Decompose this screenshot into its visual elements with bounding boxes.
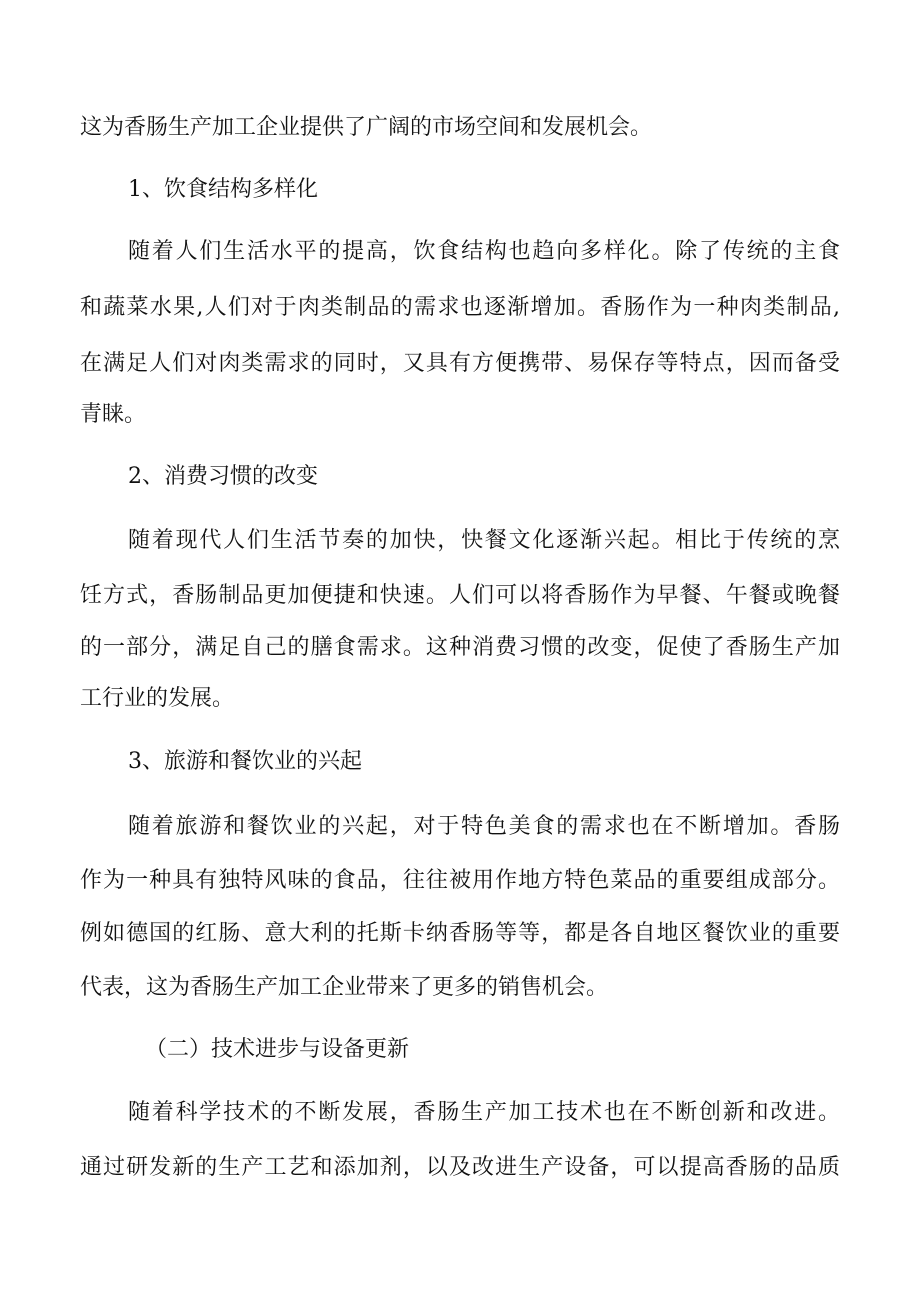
paragraph-line: 作为一种具有独特风味的食品，往往被用作地方特色菜品的重要组成部分。	[80, 868, 840, 893]
paragraph-line: 在满足人们对肉类需求的同时，又具有方便携带、易保存等特点，因而备受	[80, 351, 840, 376]
paragraph-line: 工行业的发展。	[80, 686, 235, 711]
paragraph-line: 随着旅游和餐饮业的兴起，对于特色美食的需求也在不断增加。香肠	[128, 814, 840, 839]
paragraph-continuation-line: 这为香肠生产加工企业提供了广阔的市场空间和发展机会。	[80, 115, 653, 140]
paragraph-line: 随着人们生活水平的提高，饮食结构也趋向多样化。除了传统的主食	[128, 239, 840, 264]
paragraph-line: 的一部分，满足自己的膳食需求。这种消费习惯的改变，促使了香肠生产加	[80, 635, 840, 660]
paragraph-line: 随着科学技术的不断发展，香肠生产加工技术也在不断创新和改进。	[128, 1100, 840, 1125]
section-heading-diet-diversification: 1、饮食结构多样化	[128, 177, 318, 202]
paragraph-line: 和蔬菜水果,人们对于肉类制品的需求也逐渐增加。香肠作为一种肉类制品,	[80, 295, 840, 320]
paragraph-line: 通过研发新的生产工艺和添加剂，以及改进生产设备，可以提高香肠的品质	[80, 1155, 840, 1180]
paragraph-line: 青睐。	[80, 402, 147, 427]
section-heading-consumption-habits: 2、消费习惯的改变	[128, 464, 318, 489]
paragraph-line: 饪方式，香肠制品更加便捷和快速。人们可以将香肠作为早餐、午餐或晚餐	[80, 583, 840, 608]
section-heading-tourism-catering: 3、旅游和餐饮业的兴起	[128, 749, 362, 774]
paragraph-line: 随着现代人们生活节奏的加快，快餐文化逐渐兴起。相比于传统的烹	[128, 528, 840, 553]
paragraph-line: 例如德国的红肠、意大利的托斯卡纳香肠等等，都是各自地区餐饮业的重要	[80, 921, 840, 946]
paragraph-line: 代表，这为香肠生产加工企业带来了更多的销售机会。	[80, 975, 609, 1000]
subsection-heading-technology-equipment: （二）技术进步与设备更新	[145, 1037, 410, 1062]
